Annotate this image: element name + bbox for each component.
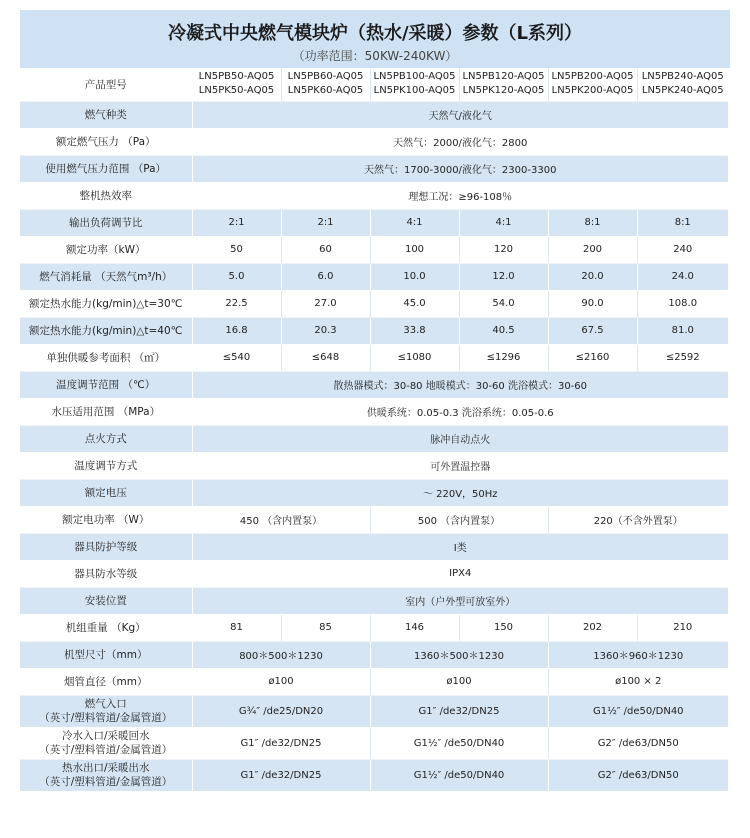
cell: 45.0: [370, 290, 459, 317]
cell: 1360＊960＊1230: [548, 641, 728, 668]
row-label: 温度调节范围 （℃）: [20, 371, 192, 398]
row-label: 额定电功率 （W）: [20, 506, 192, 533]
cell: 2:1: [192, 209, 281, 236]
row-label-line: （英寸/塑料管道/金属管道）: [39, 712, 173, 724]
model-cell: [192, 68, 281, 101]
row-label: [20, 727, 192, 759]
table-row-protection-class: [20, 533, 728, 560]
row-value: 室内（户外型可放室外）: [192, 587, 728, 614]
table-row-hot-water-30: [20, 290, 728, 317]
row-label: 额定电压: [20, 479, 192, 506]
model-code: LN5PK50-AQ05: [198, 85, 275, 97]
cell: 27.0: [281, 290, 370, 317]
row-label: 输出负荷调节比: [20, 209, 192, 236]
table-row-cold-water-inlet: [20, 727, 728, 759]
model-code: LN5PK60-AQ05: [287, 85, 364, 97]
cell: 120: [459, 236, 548, 263]
model-code: LN5PB50-AQ05: [198, 71, 275, 83]
title-band: [20, 10, 730, 68]
table-row-ignition: [20, 425, 728, 452]
cell: G1″ /de32/DN25: [192, 759, 370, 791]
cell: 210: [637, 614, 728, 641]
table-row-rated-power: [20, 236, 728, 263]
cell: 24.0: [637, 263, 728, 290]
row-label: 额定热水能力(kg/min)△t=30℃: [20, 290, 192, 317]
row-value: I类: [192, 533, 728, 560]
row-value: 天然气/液化气: [192, 101, 728, 128]
cell: G1½″ /de50/DN40: [370, 759, 548, 791]
table-row-electric-power: [20, 506, 728, 533]
model-cell: [459, 68, 548, 101]
table-row-efficiency: [20, 182, 728, 209]
cell: 85: [281, 614, 370, 641]
cell: G1″ /de32/DN25: [370, 695, 548, 727]
cell: 800＊500＊1230: [192, 641, 370, 668]
row-label: 使用燃气压力范围 （Pa）: [20, 155, 192, 182]
model-code: LN5PK200-AQ05: [551, 85, 634, 97]
table-row-gas-pressure-range: [20, 155, 728, 182]
cell: 40.5: [459, 317, 548, 344]
table-row-heating-area: [20, 344, 728, 371]
model-cell: [548, 68, 637, 101]
page-subtitle: （功率范围：50KW-240KW）: [292, 49, 458, 63]
row-label: 产品型号: [20, 68, 192, 101]
model-code: LN5PB100-AQ05: [373, 71, 456, 83]
row-label: 温度调节方式: [20, 452, 192, 479]
table-row-turndown: [20, 209, 728, 236]
row-label-line: （英寸/塑料管道/金属管道）: [39, 744, 173, 756]
table-row-gas-consumption: [20, 263, 728, 290]
row-label-line: 燃气入口: [84, 698, 127, 710]
row-label: 烟管直径（mm）: [20, 668, 192, 695]
cell: 108.0: [637, 290, 728, 317]
table-row-temp-control: [20, 452, 728, 479]
cell: G¾″ /de25/DN20: [192, 695, 370, 727]
row-label-line: 冷水入口/采暖回水: [61, 730, 150, 742]
cell: ≤2160: [548, 344, 637, 371]
cell: 100: [370, 236, 459, 263]
row-label: 燃气消耗量 （天然气m³/h）: [20, 263, 192, 290]
row-label: 机组重量 （Kg）: [20, 614, 192, 641]
row-label: 额定功率（kW）: [20, 236, 192, 263]
cell: 20.3: [281, 317, 370, 344]
cell: 8:1: [637, 209, 728, 236]
table-row-model: [20, 68, 728, 101]
row-label: 单独供暖参考面积 （㎡）: [20, 344, 192, 371]
model-code: LN5PB60-AQ05: [287, 71, 364, 83]
row-value: 供暖系统：0.05-0.3 洗浴系统：0.05-0.6: [192, 398, 728, 425]
row-value: IPX4: [192, 560, 728, 587]
row-label-line: 热水出口/采暖出水: [61, 762, 150, 774]
table-row-water-pressure: [20, 398, 728, 425]
table-row-hot-water-40: [20, 317, 728, 344]
cell: 450 （含内置泵）: [192, 506, 370, 533]
row-label: 机型尺寸（mm）: [20, 641, 192, 668]
page-title: 冷凝式中央燃气模块炉（热水/采暖）参数（L系列）: [167, 23, 583, 44]
cell: 2:1: [281, 209, 370, 236]
cell: ø100: [370, 668, 548, 695]
cell: 20.0: [548, 263, 637, 290]
cell: 6.0: [281, 263, 370, 290]
spec-table: [20, 68, 728, 792]
cell: 50: [192, 236, 281, 263]
row-value: 理想工况：≥96-108％: [192, 182, 728, 209]
row-label: 整机热效率: [20, 182, 192, 209]
table-row-gas-type: [20, 101, 728, 128]
cell: ≤2592: [637, 344, 728, 371]
cell: G1″ /de32/DN25: [192, 727, 370, 759]
row-label: 器具防水等级: [20, 560, 192, 587]
model-code: LN5PB120-AQ05: [462, 71, 545, 83]
row-label: 燃气种类: [20, 101, 192, 128]
model-code: LN5PK120-AQ05: [462, 85, 545, 97]
cell: 150: [459, 614, 548, 641]
cell: 12.0: [459, 263, 548, 290]
cell: 200: [548, 236, 637, 263]
cell: 67.5: [548, 317, 637, 344]
cell: 500 （含内置泵）: [370, 506, 548, 533]
row-value: 脉冲自动点火: [192, 425, 728, 452]
model-cell: [281, 68, 370, 101]
cell: 5.0: [192, 263, 281, 290]
cell: 60: [281, 236, 370, 263]
row-label: 安装位置: [20, 587, 192, 614]
row-label: [20, 695, 192, 727]
row-label: 水压适用范围 （MPa）: [20, 398, 192, 425]
table-row-waterproof: [20, 560, 728, 587]
cell: ≤648: [281, 344, 370, 371]
cell: 1360＊500＊1230: [370, 641, 548, 668]
table-row-weight: [20, 614, 728, 641]
table-row-gas-inlet: [20, 695, 728, 727]
cell: 202: [548, 614, 637, 641]
row-label-line: （英寸/塑料管道/金属管道）: [39, 776, 173, 788]
cell: ≤540: [192, 344, 281, 371]
cell: 4:1: [459, 209, 548, 236]
cell: 16.8: [192, 317, 281, 344]
cell: G1½″ /de50/DN40: [548, 695, 728, 727]
row-value: 天然气：2000/液化气：2800: [192, 128, 728, 155]
row-value: 可外置温控器: [192, 452, 728, 479]
table-row-voltage: [20, 479, 728, 506]
cell: 10.0: [370, 263, 459, 290]
cell: 90.0: [548, 290, 637, 317]
row-label: 额定热水能力(kg/min)△t=40℃: [20, 317, 192, 344]
cell: 146: [370, 614, 459, 641]
cell: 81.0: [637, 317, 728, 344]
cell: ø100 × 2: [548, 668, 728, 695]
row-label: 点火方式: [20, 425, 192, 452]
table-row-install: [20, 587, 728, 614]
cell: 22.5: [192, 290, 281, 317]
row-label: 额定燃气压力 （Pa）: [20, 128, 192, 155]
cell: 220（不含外置泵）: [548, 506, 728, 533]
model-code: LN5PB200-AQ05: [551, 71, 634, 83]
cell: G2″ /de63/DN50: [548, 759, 728, 791]
model-code: LN5PK100-AQ05: [373, 85, 456, 97]
cell: 54.0: [459, 290, 548, 317]
cell: 81: [192, 614, 281, 641]
model-cell: [370, 68, 459, 101]
row-value: ～ 220V，50Hz: [192, 479, 728, 506]
cell: ≤1080: [370, 344, 459, 371]
cell: G1½″ /de50/DN40: [370, 727, 548, 759]
row-label: [20, 759, 192, 791]
table-row-dimensions: [20, 641, 728, 668]
cell: 4:1: [370, 209, 459, 236]
cell: 33.8: [370, 317, 459, 344]
cell: ≤1296: [459, 344, 548, 371]
cell: G2″ /de63/DN50: [548, 727, 728, 759]
table-row-rated-gas-pressure: [20, 128, 728, 155]
table-row-temp-range: [20, 371, 728, 398]
cell: ø100: [192, 668, 370, 695]
model-code: LN5PK240-AQ05: [641, 85, 724, 97]
table-row-flue: [20, 668, 728, 695]
table-row-hot-water-outlet: [20, 759, 728, 791]
row-value: 散热器模式：30-80 地暖模式：30-60 洗浴模式：30-60: [192, 371, 728, 398]
model-code: LN5PB240-AQ05: [641, 71, 724, 83]
row-label: 器具防护等级: [20, 533, 192, 560]
row-value: 天然气：1700-3000/液化气：2300-3300: [192, 155, 728, 182]
cell: 240: [637, 236, 728, 263]
cell: 8:1: [548, 209, 637, 236]
model-cell: [637, 68, 728, 101]
